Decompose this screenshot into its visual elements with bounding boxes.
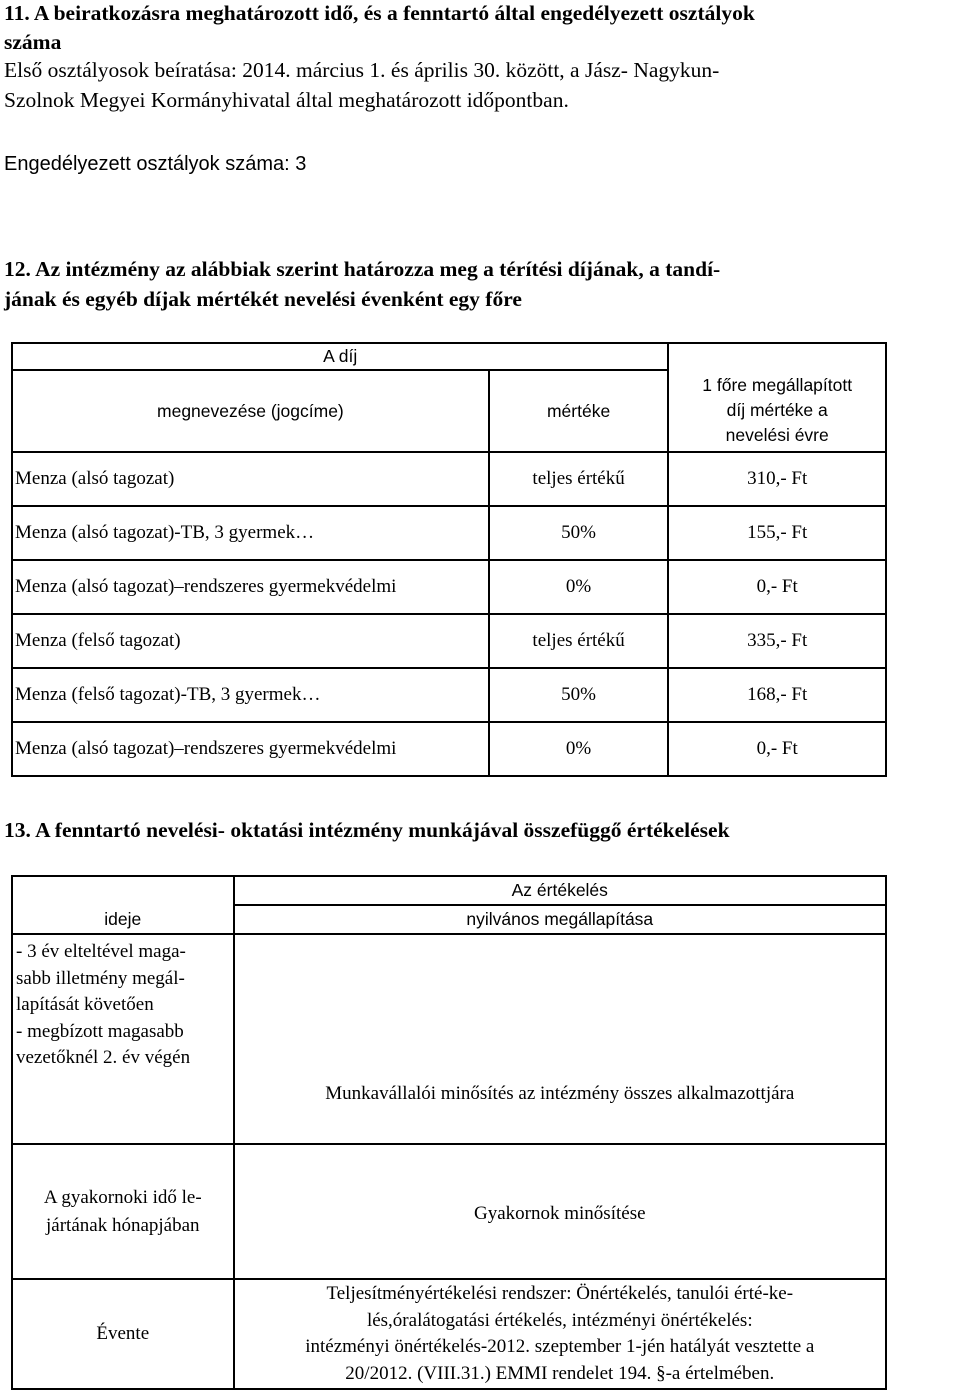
fee-row-amount: 310,- Ft [668,452,886,506]
evaluation-col-time: ideje [12,876,234,934]
evaluation-publication-cell: Teljesítményértékelési rendszer: Önértékelés, tanulói érté-ke- lés,óralátogatási értékelés, intézményi önértékelés: intézményi önértékelés-2012. szeptember 1-jén hatályát vesztette a 20/2012. (VIII.31.) EMMI rendelet 194. §-a értelmében. [234,1279,886,1389]
section-11-classes: Engedélyezett osztályok száma: 3 [4,153,307,175]
section-11-text-line2: Szolnok Megyei Kormányhivatal által meghatározott időpontban. [4,88,569,112]
fee-row-rate: teljes értékű [489,614,669,668]
fee-table-col-name: megnevezése (jogcíme) [12,370,489,452]
table-row [12,1144,886,1279]
fee-row-name: Menza (alsó tagozat) [12,452,489,506]
fee-row-amount: 335,- Ft [668,614,886,668]
fee-table-group-header: A díj [12,343,668,370]
section-13-title: 13. A fenntartó nevelési- oktatási intézmény munkájával összefüggő értékelések [4,818,730,842]
evaluation-col-publication: nyilvános megállapítása [466,909,654,929]
section-11-title-line2: száma [4,30,62,54]
table-row [12,614,886,668]
fee-table [11,342,887,777]
fee-table-col-rate: mértéke [489,370,669,452]
table-row [12,452,886,506]
evaluation-table [11,875,887,1390]
fee-row-amount: 155,- Ft [668,506,886,560]
table-row [12,560,886,614]
section-11-title-line1: 11. A beiratkozásra meghatározott idő, és a fenntartó által engedélyezett osztályok [4,1,755,25]
table-row [12,1279,886,1389]
fee-row-amount: 168,- Ft [668,668,886,722]
table-row [12,668,886,722]
fee-row-rate: 0% [489,722,669,776]
fee-row-name: Menza (alsó tagozat)-TB, 3 gyermek… [12,506,489,560]
fee-row-name: Menza (felső tagozat)-TB, 3 gyermek… [12,668,489,722]
section-12-title-line2: jának és egyéb díjak mértékét nevelési évenként egy főre [4,287,522,311]
fee-row-rate: teljes értékű [489,452,669,506]
table-row [12,934,886,1144]
evaluation-publication-cell: Munkavállalói minősítés az intézmény összes alkalmazottjára [234,934,886,1144]
fee-row-name: Menza (alsó tagozat)–rendszeres gyermekvédelmi [12,560,489,614]
fee-row-rate: 0% [489,560,669,614]
fee-row-rate: 50% [489,668,669,722]
table-row [12,506,886,560]
evaluation-time-cell: Évente [12,1279,234,1389]
evaluation-time-cell: - 3 év elteltével maga- sabb illetmény megál- lapítását követően - megbízott magasabb vezetőknél 2. év végén [12,934,234,1144]
evaluation-publication-cell: Gyakornok minősítése [234,1144,886,1279]
section-12-title-line1: 12. Az intézmény az alábbiak szerint határozza meg a térítési díjának, a tandí- [4,257,721,281]
evaluation-group-header: Az értékelés [235,877,885,906]
fee-row-amount: 0,- Ft [668,560,886,614]
fee-table-col-fee: 1 főre megállapított díj mértéke a nevelési évre [668,370,886,452]
section-11-text-line1: Első osztályosok beíratása: 2014. március 1. és április 30. között, a Jász- Nagykun- [4,58,720,82]
evaluation-time-cell: A gyakornoki idő le- jártának hónapjában [12,1144,234,1279]
fee-row-rate: 50% [489,506,669,560]
table-row [12,722,886,776]
fee-row-name: Menza (felső tagozat) [12,614,489,668]
fee-row-name: Menza (alsó tagozat)–rendszeres gyermekvédelmi [12,722,489,776]
fee-row-amount: 0,- Ft [668,722,886,776]
